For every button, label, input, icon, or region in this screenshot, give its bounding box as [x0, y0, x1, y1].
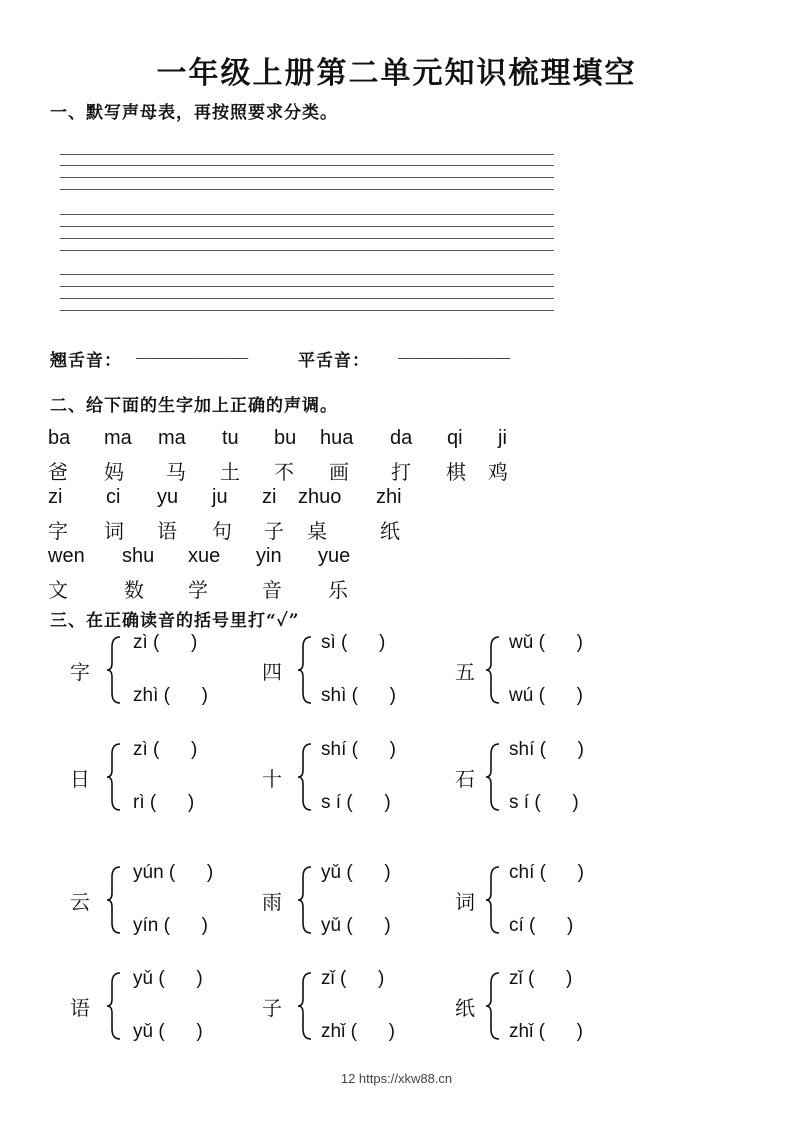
pinyin-item: wen — [48, 545, 85, 567]
reading-option-bottom[interactable]: s í ( ) — [509, 792, 579, 813]
page-title: 一年级上册第二单元知识梳理填空 — [156, 56, 637, 91]
hanzi-item: 句 — [212, 519, 232, 543]
reading-option-bottom[interactable]: wú ( ) — [509, 685, 583, 706]
pinyin-item: ju — [212, 486, 228, 508]
pinyin-item: da — [390, 427, 413, 449]
curly-brace-icon — [297, 635, 313, 705]
reading-option-bottom[interactable]: yǔ ( ) — [133, 1021, 203, 1042]
reading-option-top[interactable]: zì ( ) — [133, 632, 198, 653]
curly-brace-icon — [485, 971, 501, 1041]
hanzi-item: 土 — [220, 460, 240, 484]
reading-option-top[interactable]: zì ( ) — [133, 739, 198, 760]
reading-option-top[interactable]: wǔ ( ) — [509, 632, 583, 653]
writing-line — [60, 238, 554, 239]
reading-option-bottom[interactable]: zhǐ ( ) — [509, 1021, 583, 1042]
group-character: 云 — [70, 890, 90, 914]
hanzi-item: 子 — [264, 519, 284, 543]
pinyin-item: zhi — [376, 486, 402, 508]
hanzi-item: 爸 — [48, 460, 68, 484]
reading-option-bottom[interactable]: cí ( ) — [509, 915, 574, 936]
reading-option-bottom[interactable]: zhì ( ) — [133, 685, 208, 706]
reading-option-top[interactable]: sì ( ) — [321, 632, 386, 653]
curly-brace-icon — [106, 865, 122, 935]
group-character: 五 — [455, 660, 475, 684]
group-character: 日 — [70, 767, 90, 791]
section-1-heading: 一、默写声母表，再按照要求分类。 — [50, 103, 338, 123]
group-character: 十 — [262, 767, 282, 791]
flat-blank[interactable]: ___________ — [398, 344, 511, 363]
pinyin-item: shu — [122, 545, 155, 567]
pinyin-item: zi — [262, 486, 277, 508]
hanzi-item: 字 — [48, 519, 68, 543]
reading-option-top[interactable]: chí ( ) — [509, 862, 584, 883]
pinyin-item: yu — [157, 486, 179, 508]
curly-brace-icon — [106, 971, 122, 1041]
group-character: 字 — [70, 660, 90, 684]
pinyin-item: yue — [318, 545, 351, 567]
hanzi-item: 词 — [104, 519, 124, 543]
pinyin-item: ba — [48, 427, 71, 449]
reading-option-top[interactable]: zǐ ( ) — [321, 968, 385, 989]
group-character: 纸 — [455, 996, 475, 1020]
hanzi-item: 纸 — [380, 519, 400, 543]
writing-line — [60, 177, 554, 178]
pinyin-item: ma — [158, 427, 186, 449]
group-character: 四 — [262, 660, 282, 684]
group-character: 雨 — [262, 890, 282, 914]
reading-option-top[interactable]: shí ( ) — [509, 739, 584, 760]
pinyin-item: hua — [320, 427, 354, 449]
pinyin-item: ci — [106, 486, 121, 508]
pinyin-item: zhuo — [298, 486, 342, 508]
pinyin-item: ji — [498, 427, 507, 449]
writing-line — [60, 286, 554, 287]
pinyin-item: zi — [48, 486, 63, 508]
hanzi-item: 数 — [124, 578, 144, 602]
reading-option-top[interactable]: shí ( ) — [321, 739, 396, 760]
reading-option-bottom[interactable]: zhǐ ( ) — [321, 1021, 395, 1042]
section-2-heading: 二、给下面的生字加上正确的声调。 — [50, 396, 338, 416]
hanzi-item: 学 — [188, 578, 208, 602]
page-footer: 12 https://xkw88.cn — [340, 1071, 453, 1086]
curly-brace-icon — [485, 635, 501, 705]
hanzi-item: 桌 — [307, 519, 327, 543]
flat-label: 平舌音： — [298, 351, 370, 371]
hanzi-item: 音 — [262, 578, 282, 602]
retroflex-blank[interactable]: ___________ — [136, 344, 249, 363]
reading-option-top[interactable]: yǔ ( ) — [321, 862, 391, 883]
curly-brace-icon — [297, 971, 313, 1041]
curly-brace-icon — [485, 742, 501, 812]
hanzi-item: 语 — [157, 519, 177, 543]
hanzi-item: 画 — [329, 460, 349, 484]
retroflex-label: 翘舌音： — [50, 351, 122, 371]
hanzi-item: 鸡 — [488, 460, 508, 484]
writing-line — [60, 154, 554, 155]
reading-option-top[interactable]: zǐ ( ) — [509, 968, 573, 989]
pinyin-item: bu — [274, 427, 297, 449]
writing-line — [60, 310, 554, 311]
hanzi-item: 不 — [274, 460, 294, 484]
hanzi-item: 乐 — [328, 578, 348, 602]
writing-line — [60, 298, 554, 299]
writing-line — [60, 226, 554, 227]
curly-brace-icon — [106, 635, 122, 705]
curly-brace-icon — [106, 742, 122, 812]
hanzi-item: 棋 — [446, 460, 466, 484]
pinyin-item: yin — [256, 545, 282, 567]
writing-line — [60, 189, 554, 190]
reading-option-top[interactable]: yún ( ) — [133, 862, 214, 883]
hanzi-item: 打 — [391, 460, 411, 484]
section-3-heading: 三、在正确读音的括号里打“✓” — [50, 611, 300, 631]
curly-brace-icon — [297, 742, 313, 812]
pinyin-item: ma — [104, 427, 132, 449]
pinyin-item: tu — [222, 427, 239, 449]
writing-line — [60, 250, 554, 251]
reading-option-bottom[interactable]: s í ( ) — [321, 792, 391, 813]
reading-option-bottom[interactable]: rì ( ) — [133, 792, 195, 813]
hanzi-item: 妈 — [104, 460, 124, 484]
curly-brace-icon — [485, 865, 501, 935]
group-character: 石 — [455, 767, 475, 791]
writing-line — [60, 274, 554, 275]
hanzi-item: 马 — [166, 460, 186, 484]
reading-option-bottom[interactable]: shì ( ) — [321, 685, 396, 706]
reading-option-top[interactable]: yǔ ( ) — [133, 968, 203, 989]
group-character: 子 — [262, 996, 282, 1020]
writing-line — [60, 214, 554, 215]
reading-option-bottom[interactable]: yín ( ) — [133, 915, 208, 936]
pinyin-item: xue — [188, 545, 221, 567]
pinyin-item: qi — [447, 427, 463, 449]
writing-line — [60, 165, 554, 166]
curly-brace-icon — [297, 865, 313, 935]
group-character: 词 — [455, 890, 475, 914]
hanzi-item: 文 — [48, 578, 68, 602]
reading-option-bottom[interactable]: yǔ ( ) — [321, 915, 391, 936]
group-character: 语 — [70, 996, 90, 1020]
